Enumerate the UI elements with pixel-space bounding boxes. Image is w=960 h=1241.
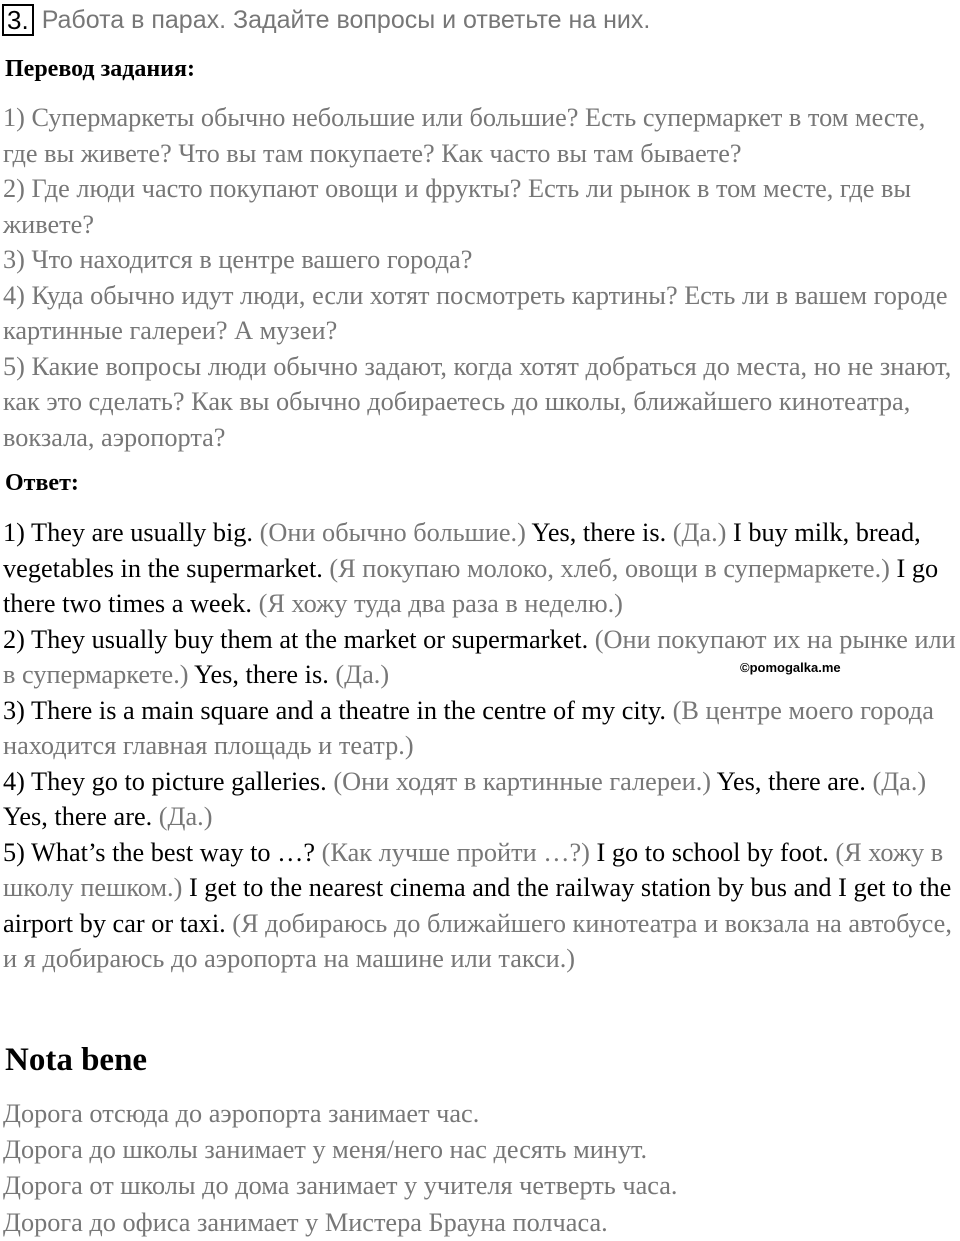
answer-segment: (Да.) [872,766,927,796]
answer-segment: I go to school by foot. [596,837,836,867]
answer-segment: Yes, there are. [3,802,159,831]
nota-bene-line: Дорога отсюда до аэропорта занимает час. [3,1099,480,1128]
nota-bene-line: Дорога от школы до дома занимает у учителя четверть часа. [3,1171,678,1201]
answer-segment: (Я покупаю молоко, хлеб, овощи в супермаркете.) [329,553,897,583]
answer-segment: I get to the nearest cinema and the railway station by bus and I get to the airport by car or taxi. [3,873,952,938]
nota-bene-list [3,1096,958,1241]
answer-list [3,515,958,977]
answer-segment: (Я хожу туда два раза в неделю.) [258,589,623,618]
task-instruction: Работа в парах. Задайте вопросы и ответьте на них. [41,5,651,34]
translation-item: 4) Куда обычно идут люди, если хотят посмотреть картины? Есть ли в вашем городе картинные галереи? А музеи? [3,280,948,345]
translation-item: 5) Какие вопросы люди обычно задают, когда хотят добраться до места, но не знают, как это сделать? Как вы обычно добираетесь до школы, ближайшего кинотеатра, вокзала, аэропорта? [3,351,952,452]
nota-bene-line: Дорога до школы занимает у меня/него нас десять минут. [3,1135,648,1165]
answer-segment: I go there two times a week. [3,553,939,618]
answer-item [3,515,958,622]
translation-item: 2) Где люди часто покупают овощи и фрукты? Есть ли рынок в том месте, где вы живете? [3,174,912,239]
answer-segment: 2) They usually buy them at the market or supermarket. [3,624,595,654]
task-header [2,2,650,38]
answer-segment: (Я хожу в школу пешком.) [3,837,944,902]
answer-segment: (Да.) [158,802,213,831]
answer-segment: (Да.) [672,518,733,547]
answer-segment: (Я добираюсь до ближайшего кинотеатра и вокзала на автобусе, и я добираюсь до аэропорта на машине или такси.) [3,908,952,973]
answer-segment: (Они обычно большие.) [259,518,532,547]
nota-bene-line: Дорога до офиса занимает у Мистера Брауна полчаса. [3,1207,608,1237]
answer-item [3,764,958,835]
answer-segment: 3) There is a main square and a theatre in the centre of my city. [3,695,673,725]
translation-list [3,100,958,455]
answer-segment: (Да.) [335,660,390,689]
answer-segment: (В центре моего города находится главная площадь и театр.) [3,695,934,760]
answer-item [3,622,958,693]
answer-segment: Yes, there is. [531,518,673,547]
answer-segment: (Они ходят в картинные галереи.) [333,766,717,796]
answer-segment: (Они покупают их на рынке или в супермаркете.) [3,624,956,689]
answer-segment: Yes, there are. [716,766,873,796]
translation-item: 1) Супермаркеты обычно небольшие или большие? Есть супермаркет в том месте, где вы живете? Что вы там покупаете? Как часто вы там бываете? [3,103,926,168]
answer-segment: Yes, there is. [194,660,336,689]
watermark: ©pomogalka.me [740,660,841,675]
answer-segment: I buy milk, bread, vegetables in the supermarket. [3,518,921,583]
translation-item: 3) Что находится в центре вашего города? [3,245,473,274]
answer-segment: 4) They go to picture galleries. [3,766,334,796]
answer-item [3,835,958,977]
answer-segment: 1) They are usually big. [3,518,260,547]
answer-segment: 5) What’s the best way to …? [3,837,322,867]
answer-heading: Ответ: [5,470,79,496]
nota-bene-title: Nota bene [5,1042,148,1078]
answer-segment: (Как лучше пройти …?) [321,837,597,867]
translation-heading: Перевод задания: [5,56,195,82]
answer-item [3,693,958,764]
task-number: 3. [2,4,34,36]
